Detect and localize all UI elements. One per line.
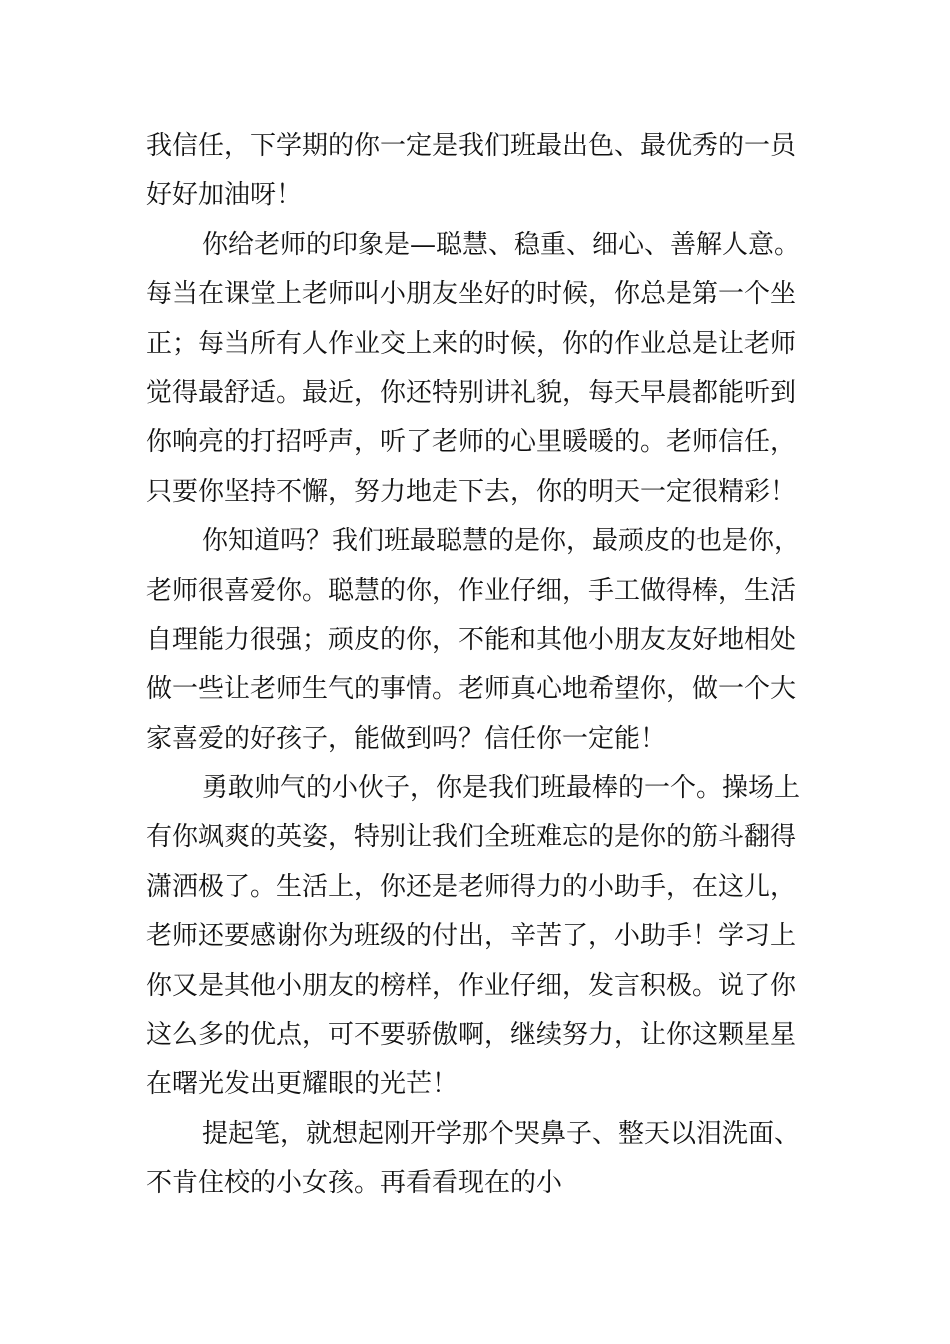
paragraph-first-line: 勇敢帅气的小伙子，你是我们班最棒的一个。操场上 (202, 773, 801, 804)
text-line: 这么多的优点，可不要骄傲啊，继续努力，让你这颗星星 (146, 1020, 797, 1051)
document-body (146, 122, 816, 1209)
text-line: 只要你坚持不懈，努力地走下去，你的明天一定很精彩！ (146, 476, 797, 507)
paragraph-first-line: 你知道吗？我们班最聪慧的是你，最顽皮的也是你， (202, 526, 801, 557)
text-line: 老师很喜爱你。聪慧的你，作业仔细，手工做得棒，生活 (146, 575, 797, 606)
paragraph-first-line: 提起笔，就想起刚开学那个哭鼻子、整天以泪洗面、 (202, 1118, 801, 1149)
paragraph-first-line: 你给老师的印象是—聪慧、稳重、细心、善解人意。 (202, 229, 801, 260)
text-line: 好好加油呀！ (146, 180, 303, 211)
text-line: 老师还要感谢你为班级的付出，辛苦了，小助手！学习上 (146, 921, 797, 952)
text-line: 你又是其他小朋友的榜样，作业仔细，发言积极。说了你 (146, 970, 797, 1001)
text-line: 在曙光发出更耀眼的光芒！ (146, 1069, 459, 1100)
text-line: 每当在课堂上老师叫小朋友坐好的时候，你总是第一个坐 (146, 279, 797, 310)
text-line: 潇洒极了。生活上，你还是老师得力的小助手，在这儿， (146, 871, 797, 902)
text-line: 有你飒爽的英姿，特别让我们全班难忘的是你的筋斗翻得 (146, 822, 797, 853)
text-line: 自理能力很强；顽皮的你，不能和其他小朋友友好地相处 (146, 624, 797, 655)
text-line: 家喜爱的好孩子，能做到吗？信任你一定能！ (146, 723, 667, 754)
text-line: 你响亮的打招呼声，听了老师的心里暖暖的。老师信任， (146, 427, 797, 458)
text-line: 觉得最舒适。最近，你还特别讲礼貌，每天早晨都能听到 (146, 377, 797, 408)
text-line: 不肯住校的小女孩。再看看现在的小 (146, 1168, 563, 1199)
text-line: 我信任，下学期的你一定是我们班最出色、最优秀的一员 (146, 131, 797, 161)
text-line: 做一些让老师生气的事情。老师真心地希望你，做一个大 (146, 674, 797, 705)
text-line: 正；每当所有人作业交上来的时候，你的作业总是让老师 (146, 328, 797, 359)
